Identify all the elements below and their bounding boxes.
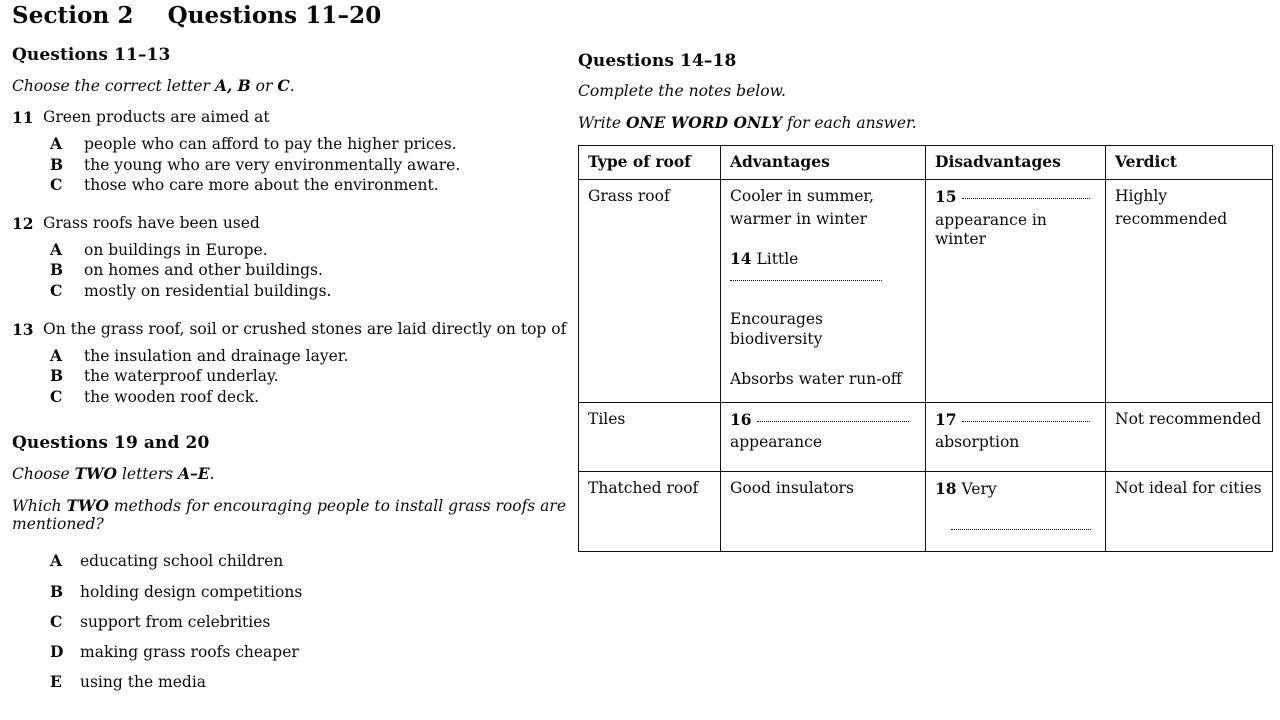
- table-row: [579, 402, 1273, 471]
- instruction-text-mid: letters: [117, 465, 178, 484]
- answer-blank-17[interactable]: [935, 410, 1096, 431]
- notes-table: [578, 145, 1273, 552]
- questions-19-20-heading: Questions 19 and 20: [12, 433, 210, 454]
- option-letter: C: [50, 175, 63, 195]
- cell-roof-type: Thatched roof: [579, 471, 721, 552]
- spacer: [730, 232, 916, 249]
- table-row: [579, 179, 1273, 402]
- questions-11-13-instruction: [12, 76, 572, 95]
- questions-19-20-option-d[interactable]: [12, 637, 572, 667]
- option-text: the wooden roof deck.: [84, 387, 260, 406]
- question-12-option-b[interactable]: [12, 260, 572, 281]
- question-13: [12, 320, 572, 408]
- column-header-verdict: Verdict: [1106, 146, 1273, 180]
- column-header-disadvantages: Disadvantages: [926, 146, 1106, 180]
- left-column: [12, 45, 572, 716]
- option-text: using the media: [80, 673, 207, 692]
- option-text: the waterproof underlay.: [84, 367, 279, 386]
- option-letter: A: [50, 239, 63, 259]
- question-11: [12, 108, 572, 196]
- instruction-text-end: .: [209, 465, 215, 484]
- question-12-text: Grass roofs have been used: [43, 213, 260, 232]
- cell-advantages: [721, 402, 926, 471]
- blank-number: 17: [935, 409, 957, 429]
- option-text: those who care more about the environment.: [84, 176, 439, 195]
- option-text: making grass roofs cheaper: [80, 643, 299, 662]
- instruction-emphasis: A, B: [214, 76, 251, 95]
- question-12: [12, 214, 572, 302]
- instruction-emphasis: ONE WORD ONLY: [625, 113, 783, 132]
- disadvantage-suffix-text: absorption: [935, 433, 1020, 452]
- option-text: educating school children: [80, 552, 284, 571]
- prompt-text-end: methods for encouraging people to install grass roofs are mentioned?: [12, 497, 567, 534]
- cell-disadvantages: [926, 402, 1106, 471]
- question-13-option-b[interactable]: [12, 366, 572, 387]
- question-11-text: Green products are aimed at: [43, 108, 270, 126]
- option-text: the insulation and drainage layer.: [84, 346, 349, 365]
- advantage-line: warmer in winter: [730, 209, 868, 228]
- questions-19-20-option-a[interactable]: [12, 546, 572, 576]
- verdict-line: Highly: [1115, 186, 1168, 205]
- option-text: on homes and other buildings.: [84, 261, 323, 280]
- questions-19-20-option-c[interactable]: [12, 607, 572, 637]
- prompt-text: Which: [12, 497, 67, 516]
- question-12-stem: [12, 214, 572, 232]
- answer-dotted-line[interactable]: [757, 414, 909, 422]
- answer-dotted-line[interactable]: [951, 522, 1091, 530]
- cell-verdict: Not ideal for cities: [1106, 471, 1273, 552]
- option-text: people who can afford to pay the higher prices.: [84, 135, 457, 153]
- advantage-line: Absorbs water run-off: [730, 369, 902, 388]
- questions-19-20-option-e[interactable]: [12, 667, 572, 697]
- questions-14-18-instruction-2: [578, 113, 1278, 132]
- instruction-text: Write: [578, 114, 626, 132]
- option-text: holding design competitions: [80, 582, 303, 601]
- instruction-text: Choose: [12, 465, 75, 484]
- questions-19-20-options: [12, 546, 572, 697]
- answer-dotted-line[interactable]: [962, 414, 1090, 422]
- spacer: [730, 353, 916, 370]
- spacer: [730, 293, 916, 310]
- question-11-stem: [12, 108, 572, 126]
- option-letter: B: [50, 366, 64, 386]
- column-header-type-of-roof: Type of roof: [579, 146, 721, 180]
- instruction-emphasis-2: C: [277, 76, 290, 95]
- question-11-options: [12, 134, 572, 196]
- option-letter: C: [50, 386, 63, 406]
- cell-disadvantages: [926, 179, 1106, 402]
- blank-prefix-text: Very: [961, 479, 997, 498]
- question-13-text: On the grass roof, soil or crushed stones are laid directly on top of: [43, 319, 567, 338]
- questions-11-13-heading: Questions 11–13: [12, 45, 171, 65]
- blank-prefix-text: Little: [756, 250, 799, 269]
- option-letter: A: [50, 551, 63, 571]
- advantage-line: Encourages biodiversity: [730, 310, 823, 348]
- option-text: the young who are very environmentally aware.: [84, 155, 461, 174]
- question-12-option-a[interactable]: [12, 240, 572, 261]
- option-letter: E: [50, 672, 62, 692]
- questions-19-20-instruction: [12, 464, 572, 483]
- advantage-suffix-text: appearance: [730, 433, 822, 452]
- answer-blank-15[interactable]: [935, 187, 1096, 208]
- verdict-line: recommended: [1115, 209, 1228, 228]
- option-letter: A: [50, 345, 63, 365]
- column-header-advantages: Advantages: [721, 146, 926, 180]
- question-11-option-c[interactable]: [12, 175, 572, 196]
- section-question-range: Questions 11–20: [167, 2, 382, 29]
- instruction-emphasis: TWO: [74, 464, 118, 484]
- option-letter: A: [50, 134, 63, 153]
- answer-dotted-line[interactable]: [730, 273, 882, 281]
- option-letter: B: [50, 581, 64, 601]
- instruction-text-mid: or: [250, 77, 278, 95]
- question-12-options: [12, 240, 572, 302]
- option-letter: B: [50, 154, 64, 174]
- cell-roof-type: Grass roof: [579, 179, 721, 402]
- option-letter: C: [50, 611, 63, 631]
- questions-19-20-block: [12, 433, 572, 697]
- answer-blank-18[interactable]: [935, 479, 1096, 500]
- answer-blank-14[interactable]: [730, 249, 916, 290]
- question-13-stem: [12, 320, 572, 338]
- question-12-option-c[interactable]: [12, 281, 572, 302]
- question-12-number: 12: [12, 213, 34, 233]
- blank-number: 15: [935, 186, 957, 206]
- answer-blank-16[interactable]: [730, 410, 916, 431]
- cell-advantages: Good insulators: [721, 471, 926, 552]
- question-13-option-a[interactable]: [12, 346, 572, 367]
- option-letter: C: [50, 281, 63, 301]
- option-text: on buildings in Europe.: [84, 240, 268, 259]
- questions-19-20-option-b[interactable]: [12, 577, 572, 607]
- right-column: [578, 51, 1278, 552]
- question-11-option-b[interactable]: [12, 155, 572, 176]
- questions-19-20-prompt: [12, 496, 572, 533]
- question-11-number: 11: [12, 108, 34, 127]
- page-title: [12, 2, 381, 29]
- cell-verdict: Not recommended: [1106, 402, 1273, 471]
- blank-number: 16: [730, 409, 752, 429]
- prompt-emphasis: TWO: [66, 496, 109, 516]
- question-13-number: 13: [12, 319, 34, 339]
- question-13-options: [12, 346, 572, 408]
- answer-dotted-line[interactable]: [962, 191, 1090, 199]
- advantage-line: Cooler in summer,: [730, 186, 874, 205]
- section-label: Section 2: [12, 2, 134, 29]
- cell-advantages: [721, 179, 926, 402]
- instruction-text-end: .: [289, 77, 295, 95]
- disadvantage-suffix-text: appearance in winter: [935, 210, 1047, 249]
- option-letter: B: [50, 260, 64, 280]
- blank-number: 18: [935, 478, 957, 498]
- questions-14-18-instruction-1: Complete the notes below.: [578, 82, 786, 100]
- cell-verdict: [1106, 179, 1273, 402]
- option-letter: D: [50, 642, 64, 662]
- option-text: support from celebrities: [80, 612, 271, 631]
- question-11-option-a[interactable]: [12, 134, 572, 155]
- answer-blank-18-line[interactable]: [935, 519, 1096, 539]
- cell-roof-type: Tiles: [579, 402, 721, 471]
- instruction-text: Choose the correct letter: [12, 77, 215, 95]
- instruction-emphasis-2: A–E: [178, 464, 210, 484]
- cell-disadvantages: [926, 471, 1106, 552]
- questions-14-18-heading: Questions 14–18: [578, 51, 737, 71]
- table-row: [579, 471, 1273, 552]
- blank-number: 14: [730, 249, 752, 269]
- question-13-option-c[interactable]: [12, 387, 572, 408]
- table-header-row: [579, 146, 1273, 180]
- option-text: mostly on residential buildings.: [84, 282, 332, 301]
- instruction-text-end: for each answer.: [782, 114, 917, 132]
- spacer: [935, 502, 1096, 519]
